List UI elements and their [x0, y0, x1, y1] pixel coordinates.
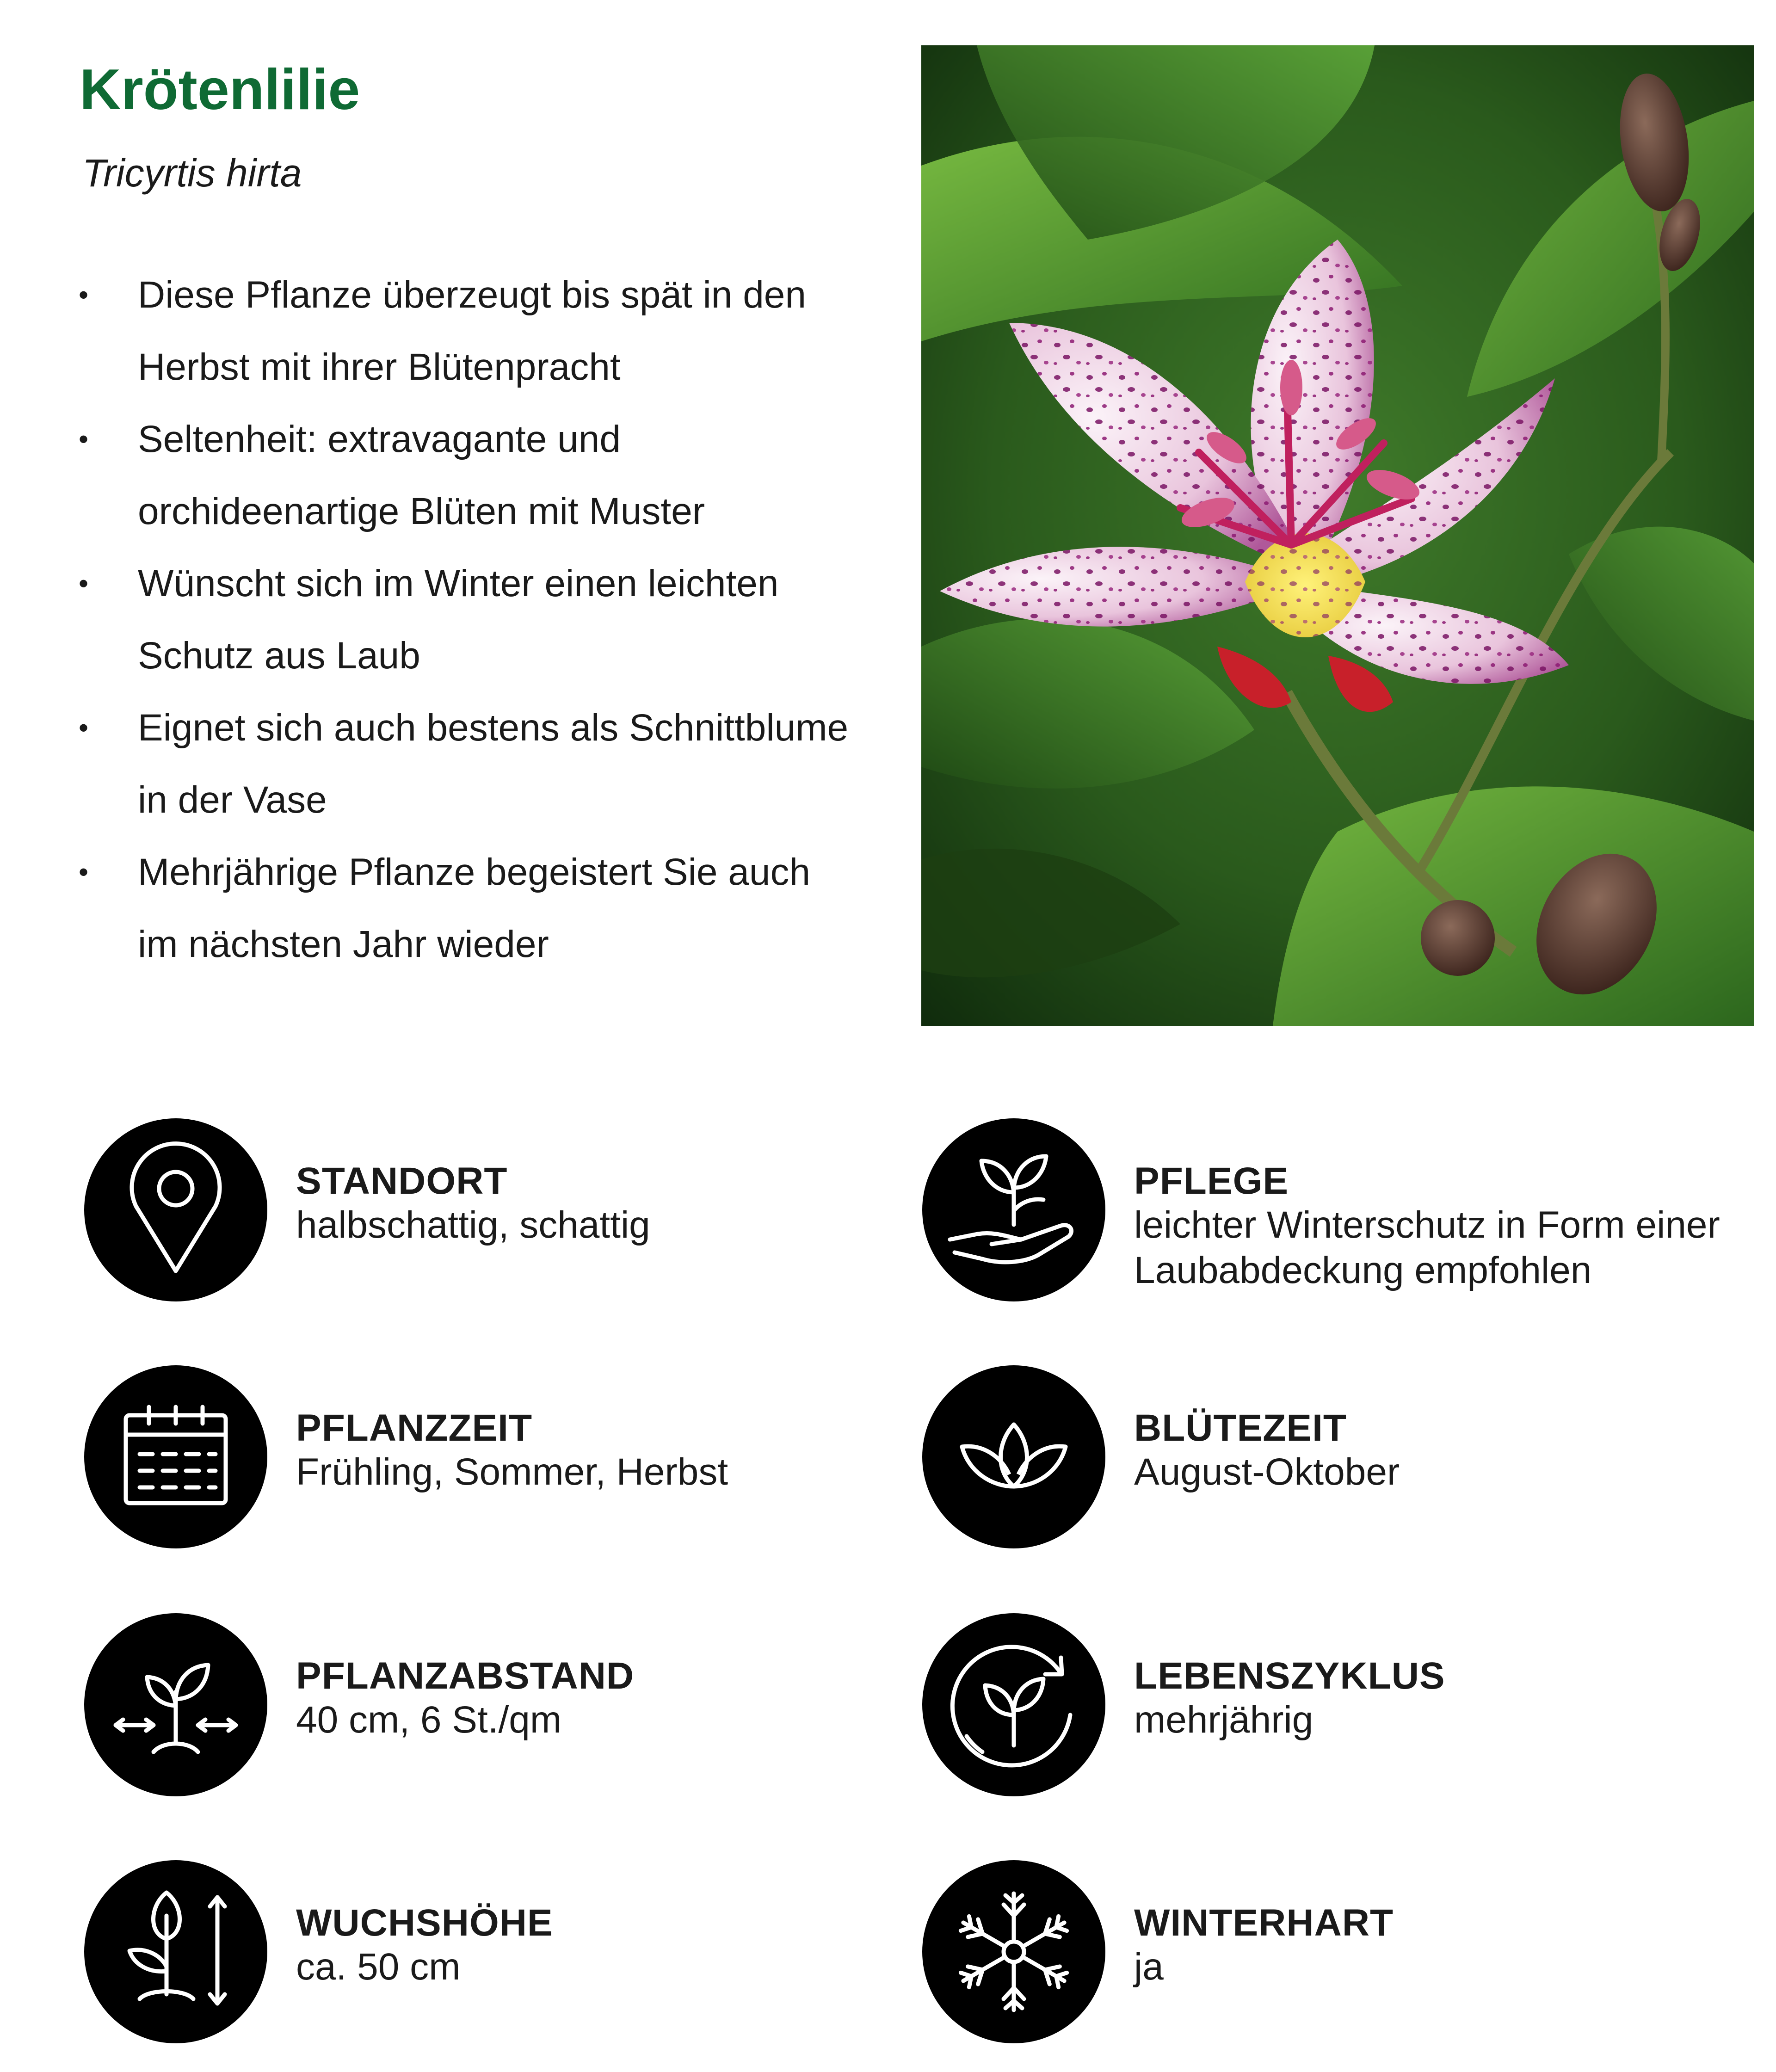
bullet-dot: • [79, 568, 89, 599]
attr-label: WUCHSHÖHE [296, 1902, 553, 1944]
attr-pflanzzeit [84, 1365, 870, 1560]
page-title: Krötenlilie [80, 58, 360, 122]
attr-label: WINTERHART [1134, 1902, 1394, 1944]
attr-value: halbschattig, schattig [296, 1204, 650, 1246]
feature-list [79, 259, 883, 980]
calendar-icon [84, 1365, 267, 1548]
attr-value-line: Laubabdeckung empfohlen [1134, 1249, 1592, 1291]
feature-text-cont: orchideenartige Blüten mit Muster [138, 490, 705, 532]
feature-item [79, 259, 883, 403]
attr-value: 40 cm, 6 St./qm [296, 1699, 562, 1741]
plant-height-icon [84, 1860, 267, 2043]
bullet-dot: • [79, 712, 89, 743]
attr-bluetezeit [922, 1365, 1708, 1560]
feature-item [79, 692, 883, 836]
feature-text: Diese Pflanze überzeugt bis spät in den [138, 274, 807, 316]
attr-label: PFLEGE [1134, 1160, 1289, 1202]
feature-item [79, 403, 883, 548]
feature-text-cont: in der Vase [138, 779, 327, 821]
attr-value-line: leichter Winterschutz in Form einer [1134, 1204, 1720, 1246]
lotus-flower-icon [922, 1365, 1105, 1548]
attr-value: ca. 50 cm [296, 1946, 461, 1988]
attr-standort [84, 1118, 870, 1313]
feature-text-cont: Herbst mit ihrer Blütenpracht [138, 346, 621, 388]
attr-value: August-Oktober [1134, 1451, 1400, 1493]
feature-text: Wünscht sich im Winter einen leichten [138, 562, 779, 604]
attr-value [1134, 1202, 1776, 1293]
latin-name: Tricyrtis hirta [82, 151, 302, 195]
feature-text: Seltenheit: extravagante und [138, 418, 621, 460]
attr-label: PFLANZZEIT [296, 1407, 533, 1449]
attr-label: PFLANZABSTAND [296, 1655, 635, 1697]
attr-label: STANDORT [296, 1160, 508, 1202]
attr-value: Frühling, Sommer, Herbst [296, 1451, 728, 1493]
snowflake-icon [922, 1860, 1105, 2043]
bullet-dot: • [79, 857, 89, 888]
attr-pflanzabstand [84, 1613, 870, 1807]
bullet-dot: • [79, 279, 89, 310]
toad-lily-flower-photo [921, 45, 1754, 1026]
attr-pflege [922, 1118, 1720, 1313]
bullet-dot: • [79, 424, 89, 455]
plant-spacing-icon [84, 1613, 267, 1796]
feature-text-cont: Schutz aus Laub [138, 635, 420, 677]
seedling-hand-icon [922, 1118, 1105, 1301]
feature-text: Mehrjährige Pflanze begeistert Sie auch [138, 851, 811, 893]
feature-text-cont: im nächsten Jahr wieder [138, 923, 549, 965]
attr-label: BLÜTEZEIT [1134, 1407, 1347, 1449]
feature-text: Eignet sich auch bestens als Schnittblume [138, 707, 849, 749]
feature-item [79, 836, 883, 980]
attr-label: LEBENSZYKLUS [1134, 1655, 1445, 1697]
attr-winterhart [922, 1860, 1708, 2054]
attr-value: mehrjährig [1134, 1699, 1314, 1741]
attr-wuchshoehe [84, 1860, 870, 2054]
feature-item [79, 548, 883, 692]
location-pin-icon [84, 1118, 267, 1301]
attr-lebenszyklus [922, 1613, 1708, 1807]
attr-value: ja [1134, 1946, 1164, 1988]
plant-cycle-icon [922, 1613, 1105, 1796]
